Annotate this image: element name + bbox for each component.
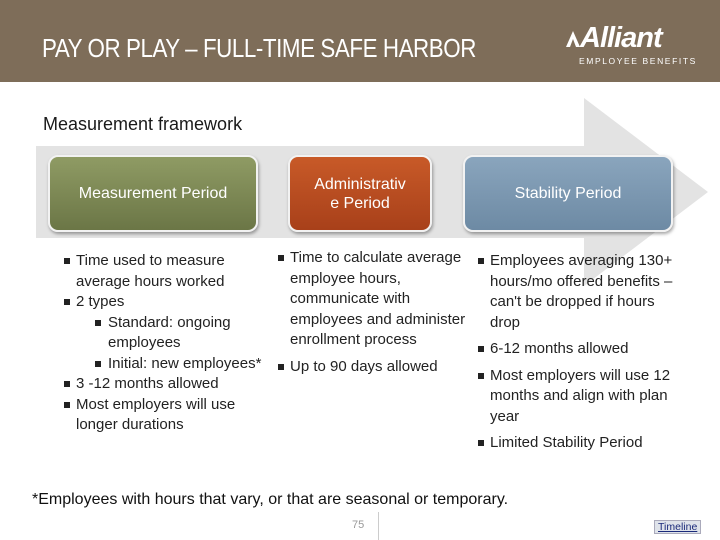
stability-period-box xyxy=(463,155,673,232)
bullet-item: Time to calculate average employee hours, communicate with employees and administer enrollment process xyxy=(276,248,466,351)
administrative-period-bullets xyxy=(276,248,466,377)
bullet-item: Most employers will use 12 months and align with plan year xyxy=(476,366,686,428)
page-number: 75 xyxy=(352,519,365,531)
footnote: *Employees with hours that vary, or that are seasonal or temporary. xyxy=(32,491,509,508)
page-divider xyxy=(378,512,379,540)
timeline-link[interactable]: Timeline xyxy=(654,520,701,534)
bullet-item: Up to 90 days allowed xyxy=(276,357,466,378)
bullet-item: 2 types xyxy=(62,292,262,313)
bullet-item: Employees averaging 130+ hours/mo offered benefits – can't be dropped if hours drop xyxy=(476,251,686,333)
sub-bullet-item: Initial: new employees* xyxy=(62,354,262,375)
measurement-period-title: Measurement Period xyxy=(78,184,228,202)
slide-title: PAY OR PLAY – FULL-TIME SAFE HARBOR xyxy=(42,33,476,63)
administrative-period-box xyxy=(288,155,432,232)
administrative-period-title: Administrativ e Period xyxy=(314,175,406,212)
logo-wordmark: Alliant xyxy=(580,22,662,54)
section-heading: Measurement framework xyxy=(43,114,243,134)
bullet-item: 3 -12 months allowed xyxy=(62,374,262,395)
bullet-item: Most employers will use longer durations xyxy=(62,395,262,436)
measurement-period-box xyxy=(48,155,258,232)
bullet-item: Time used to measure average hours worked xyxy=(62,251,262,292)
bullet-item: Limited Stability Period xyxy=(476,433,686,454)
stability-period-bullets xyxy=(476,251,686,454)
sub-bullet-item: Standard: ongoing employees xyxy=(62,313,262,354)
bullet-item: 6-12 months allowed xyxy=(476,339,686,360)
stability-period-title: Stability Period xyxy=(514,184,622,202)
measurement-period-bullets xyxy=(62,251,262,436)
logo-subtitle: EMPLOYEE BENEFITS xyxy=(579,56,697,66)
